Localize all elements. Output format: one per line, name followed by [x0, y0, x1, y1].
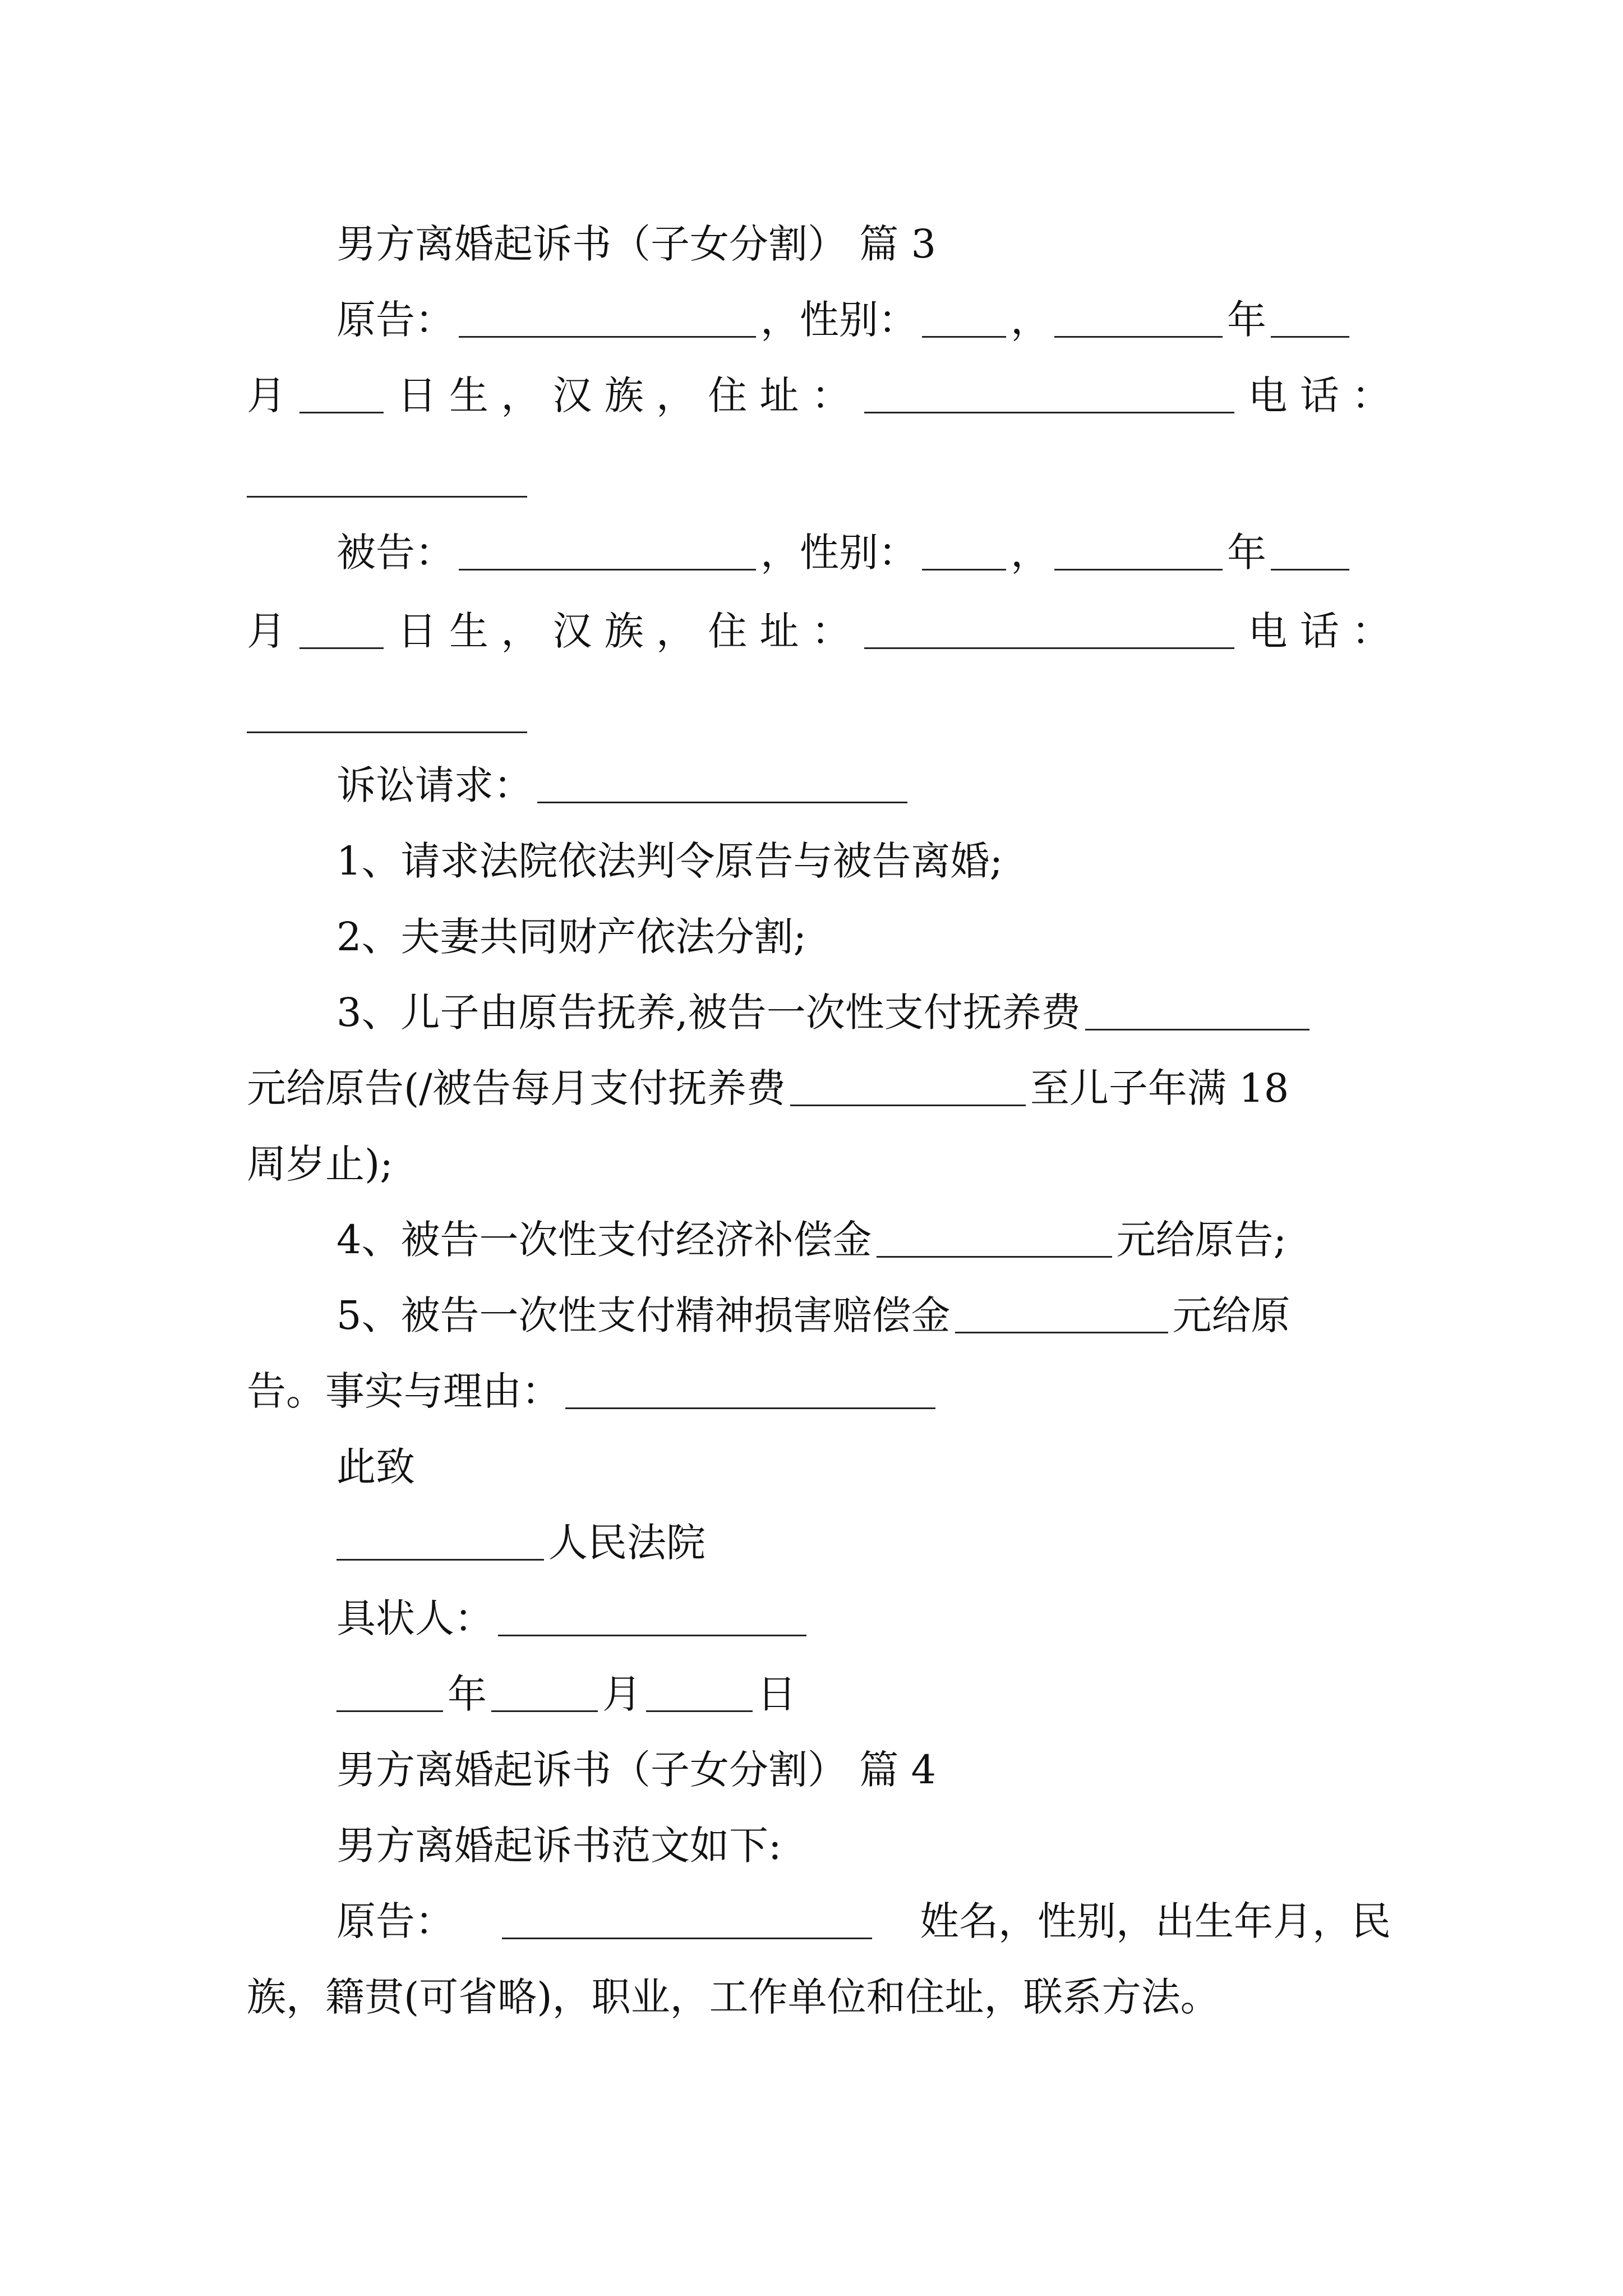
claim-4-text-b: 元给原告;	[1116, 1217, 1287, 1263]
plaintiff-gender-label: ，性别：	[760, 297, 917, 343]
defendant-comma: ，	[1011, 530, 1050, 576]
claim-3-line-1	[247, 982, 1391, 1043]
claims-blank[interactable]	[537, 768, 907, 803]
section4-plaintiff-blank[interactable]	[502, 1904, 872, 1939]
claim-3-text-a: 3、儿子由原告抚养,被告一次性支付抚养费	[336, 990, 1081, 1036]
defendant-name-blank[interactable]	[459, 535, 756, 570]
claim-3-text-b: 元给原告(/被告每月支付抚养费	[247, 1065, 786, 1111]
section4-plaintiff-label: 原告：	[336, 1898, 454, 1944]
claim-5-amount-blank[interactable]	[955, 1298, 1168, 1333]
plaintiff-line-1	[247, 289, 1391, 351]
defendant-day-blank[interactable]	[299, 614, 384, 649]
signer-line	[247, 1588, 1391, 1649]
court-name-blank[interactable]	[336, 1525, 544, 1561]
section3-heading-text: 男方离婚起诉书（子女分割） 篇 3	[336, 221, 937, 267]
plaintiff-label: 原告：	[336, 297, 454, 343]
defendant-line-2	[247, 600, 1391, 662]
plaintiff-month-label: 月	[247, 372, 286, 418]
claim-4-text-a: 4、被告一次性支付经济补偿金	[336, 1217, 872, 1263]
claims-line	[247, 754, 1391, 816]
section4-plaintiff-fields: 姓名，性别，出生年月，民	[920, 1898, 1391, 1944]
claim-2-text: 2、夫妻共同财产依法分割;	[336, 914, 807, 960]
plaintiff-gender-blank[interactable]	[922, 302, 1006, 338]
claim-1-text: 1、请求法院依法判令原告与被告离婚;	[336, 838, 1003, 884]
defendant-year-blank[interactable]	[1054, 535, 1223, 570]
date-day-label: 日	[757, 1671, 796, 1717]
plaintiff-phone-label: 电 话 ：	[1248, 372, 1391, 418]
defendant-phone-blank[interactable]	[247, 698, 527, 733]
claim-3-text-c: 至儿子年满 18	[1030, 1065, 1289, 1111]
date-month-blank[interactable]	[491, 1677, 598, 1712]
claim-5-text-b: 元给原	[1172, 1292, 1290, 1338]
claims-label: 诉讼请求：	[336, 762, 533, 808]
claim-3-line-2	[247, 1057, 1391, 1119]
defendant-month-label: 月	[247, 608, 286, 654]
defendant-year-label: 年	[1227, 530, 1266, 576]
claim-5-text-a: 5、被告一次性支付精神损害赔偿金	[336, 1292, 951, 1338]
court-label: 人民法院	[548, 1520, 706, 1566]
plaintiff-phone-line	[247, 449, 1391, 510]
date-line	[247, 1663, 1391, 1725]
plaintiff-month-blank[interactable]	[1271, 302, 1349, 338]
signer-label: 具状人：	[336, 1595, 494, 1641]
facts-reasons-label: 告。事实与理由：	[247, 1368, 561, 1414]
claim-4	[247, 1209, 1391, 1271]
salute	[247, 1436, 1391, 1498]
claim-3-lump-sum-blank[interactable]	[1085, 995, 1310, 1030]
plaintiff-born-address-label: 日 生 ， 汉 族 ， 住 址 ：	[397, 372, 851, 418]
claim-3-line-3	[247, 1133, 1391, 1195]
plaintiff-day-blank[interactable]	[299, 378, 384, 413]
defendant-born-address-label: 日 生 ， 汉 族 ， 住 址 ：	[397, 608, 851, 654]
defendant-phone-label: 电 话 ：	[1248, 608, 1391, 654]
section4-intro-text: 男方离婚起诉书范文如下:	[336, 1823, 782, 1869]
plaintiff-year-label: 年	[1227, 297, 1266, 343]
date-year-blank[interactable]	[336, 1677, 443, 1712]
defendant-gender-label: ，性别：	[760, 530, 917, 576]
plaintiff-phone-blank[interactable]	[247, 462, 527, 498]
date-year-label: 年	[448, 1671, 487, 1717]
defendant-label: 被告：	[336, 530, 454, 576]
signer-blank[interactable]	[498, 1601, 806, 1636]
claim-5-line-2	[247, 1360, 1391, 1422]
court-line	[247, 1512, 1391, 1573]
claim-3-monthly-blank[interactable]	[790, 1071, 1026, 1106]
plaintiff-address-blank[interactable]	[864, 378, 1234, 413]
section4-plaintiff-line-2	[247, 1966, 1391, 2028]
plaintiff-year-blank[interactable]	[1054, 302, 1223, 338]
defendant-gender-blank[interactable]	[922, 535, 1006, 570]
section4-heading-text: 男方离婚起诉书（子女分割） 篇 4	[336, 1747, 937, 1793]
date-day-blank[interactable]	[646, 1677, 753, 1712]
section4-heading	[247, 1739, 1391, 1801]
plaintiff-name-blank[interactable]	[459, 302, 756, 338]
defendant-address-blank[interactable]	[864, 614, 1234, 649]
claim-5-line-1	[247, 1285, 1391, 1346]
defendant-phone-line	[247, 684, 1391, 746]
claim-3-text-d: 周岁止);	[247, 1141, 393, 1187]
section4-plaintiff-line-1	[247, 1890, 1391, 1952]
claim-2	[247, 906, 1391, 968]
claim-4-amount-blank[interactable]	[877, 1222, 1112, 1258]
section4-plaintiff-fields-2: 族，籍贯(可省略)，职业，工作单位和住址，联系方法。	[247, 1974, 1220, 2020]
salute-text: 此致	[336, 1444, 415, 1490]
date-month-label: 月	[602, 1671, 642, 1717]
plaintiff-comma: ，	[1011, 297, 1050, 343]
claim-1	[247, 830, 1391, 892]
defendant-line-1	[247, 522, 1391, 583]
facts-reasons-blank[interactable]	[565, 1374, 935, 1409]
section4-intro	[247, 1815, 1391, 1876]
section3-heading	[247, 213, 1391, 275]
defendant-month-blank[interactable]	[1271, 535, 1349, 570]
plaintiff-line-2	[247, 365, 1391, 426]
